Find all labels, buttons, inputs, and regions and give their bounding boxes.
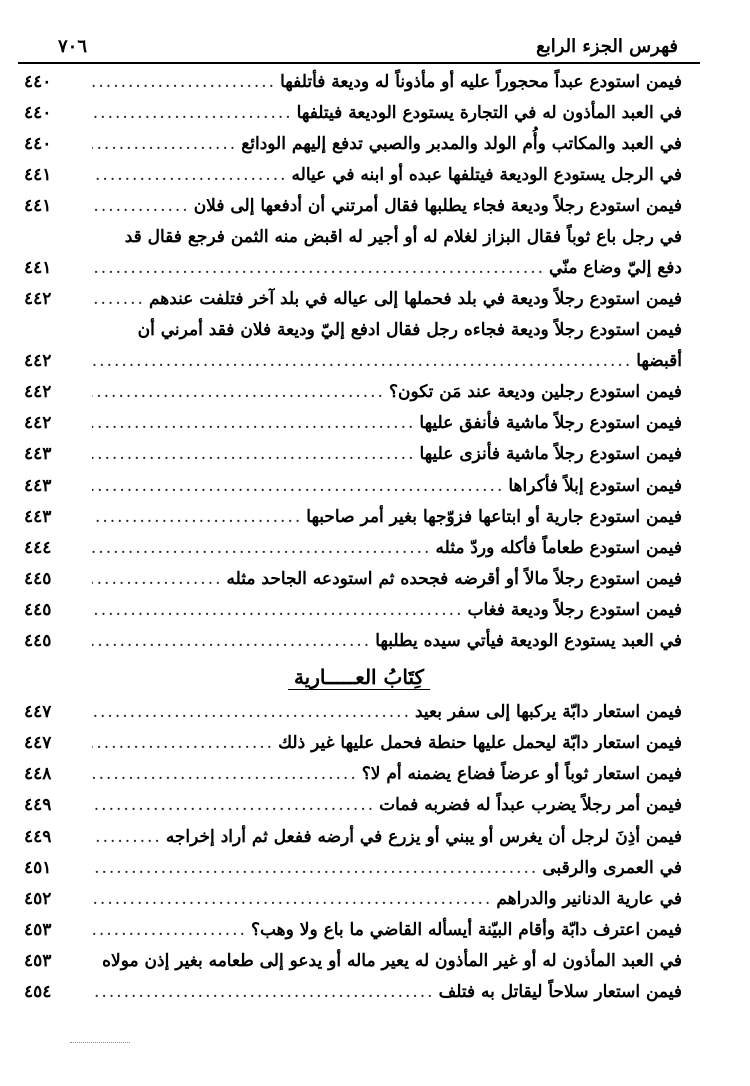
index-entry <box>18 346 700 377</box>
entry-text: فيمن استعار ثوباً أو عرضاً فضاع يضمنه أم لا؟ <box>361 764 682 785</box>
entry-page: ٤٥٤ <box>24 981 52 1002</box>
index-entry <box>18 821 700 852</box>
entry-page: ٤٤٢ <box>24 289 52 310</box>
leader-dots <box>92 982 435 1002</box>
entry-text: في رجل باع ثوباً فقال البزاز لغلام له أو أجير له اقبض منه الثمن فرجع فقال قد <box>124 226 682 247</box>
leader-dots <box>92 795 375 815</box>
leader-dots <box>92 600 464 620</box>
entry-page: ٤٤٢ <box>24 351 52 372</box>
entry-text: فيمن استودع طعاماً فأكله وردّ مثله <box>435 537 682 558</box>
entry-page: ٤٤٥ <box>24 599 52 620</box>
page-number: ٧٠٦ <box>58 36 88 57</box>
entry-text: فيمن استودع رجلاً وديعة فغاب <box>467 599 682 620</box>
page-header <box>18 30 700 64</box>
index-entry <box>18 883 700 914</box>
entry-page: ٤٤٤ <box>24 537 52 558</box>
leader-dots <box>92 858 538 878</box>
entry-page: ٤٤٩ <box>24 795 52 816</box>
entry-page: ٤٤٥ <box>24 631 52 652</box>
entry-text: دفع إليّ وضاع منّي <box>549 258 682 279</box>
leader-dots <box>92 889 492 909</box>
entry-page: ٤٤٩ <box>24 826 52 847</box>
entry-page: ٤٤٢ <box>24 382 52 403</box>
entry-page: ٤٤٠ <box>24 102 52 123</box>
entry-page: ٤٤٧ <box>24 733 52 754</box>
index-entry <box>18 790 700 821</box>
index-entry <box>18 439 700 470</box>
leader-dots <box>92 103 293 123</box>
leader-dots <box>92 134 237 154</box>
entry-text: في العبد والمكاتب وأُم الولد والمدبر والصبي تدفع إليهم الودائع <box>241 133 682 154</box>
entry-text: فيمن أمر رجلاً يضرب عبداً له فضربه فمات <box>379 795 682 816</box>
entry-text: فيمن استعار سلاحاً ليقاتل به فتلف <box>438 981 682 1002</box>
entry-text: في العمرى والرقبى <box>542 857 682 878</box>
entry-text: فيمن استودع رجلين وديعة عند مَن تكون؟ <box>388 382 682 403</box>
leader-dots <box>92 569 223 589</box>
index-entry <box>18 190 700 221</box>
index-entries <box>18 66 700 1008</box>
leader-dots <box>92 507 302 527</box>
entry-page: ٤٤١ <box>24 195 52 216</box>
entry-page: ٤٤١ <box>24 164 52 185</box>
index-entry <box>18 626 700 657</box>
leader-dots <box>92 196 190 216</box>
index-entry <box>18 728 700 759</box>
leader-dots <box>92 631 371 651</box>
entry-text: فيمن استودع رجلاً وديعة فجاءه رجل فقال ادفع إليّ وديعة فلان فقد أمرني أن <box>137 320 682 341</box>
entry-page: ٤٥٣ <box>24 919 52 940</box>
section-title <box>18 657 700 697</box>
index-entry <box>18 97 700 128</box>
leader-dots <box>92 165 288 185</box>
entry-page: ٤٥١ <box>24 857 52 878</box>
entry-text: فيمن استودع رجلاً مالاً أو أقرضه فجحده ثم استودعه الجاحد مثله <box>226 568 682 589</box>
entry-text: فيمن استودع جارية أو ابتاعها فزوّجها بغير أمر صاحبها <box>306 506 682 527</box>
index-entry <box>18 128 700 159</box>
index-entry <box>18 284 700 315</box>
leader-dots <box>92 920 247 940</box>
index-entry <box>18 945 700 976</box>
entry-page: ٤٤٣ <box>24 444 52 465</box>
index-entry <box>18 66 700 97</box>
leader-dots <box>92 538 431 558</box>
entry-text: فيمن استودع عبداً محجوراً عليه أو مأذوناً له وديعة فأتلفها <box>280 71 682 92</box>
index-entry <box>18 976 700 1007</box>
entry-page: ٤٤٣ <box>24 506 52 527</box>
entry-text: فيمن استودع رجلاً ماشية فأنزى عليها <box>419 444 682 465</box>
entry-text: أقبضها <box>636 351 682 372</box>
index-entry <box>18 252 700 283</box>
leader-dots <box>92 258 545 278</box>
entry-text: فيمن استودع رجلاً وديعة فجاء يطلبها فقال أمرتني أن أدفعها إلى فلان <box>193 195 682 216</box>
index-entry <box>18 159 700 190</box>
entry-text: فيمن استعار دابّة ليحمل عليها حنطة فحمل عليها غير ذلك <box>278 733 682 754</box>
leader-dots <box>92 444 416 464</box>
entry-text: فيمن استودع إبلاً فأكراها <box>508 475 682 496</box>
entry-page: ٤٤٥ <box>24 568 52 589</box>
entry-text: في العبد المأذون له أو غير المأذون له يعير ماله أو يدعو إلى طعامه بغير إذن مولاه <box>102 950 682 971</box>
entry-page: ٤٤١ <box>24 258 52 279</box>
entry-text: فيمن أذِنَ لرجل أن يغرس أو يبني أو يزرع في أرضه ففعل ثم أراد إخراجه <box>165 826 682 847</box>
leader-dots <box>92 702 411 722</box>
entry-page: ٤٤٨ <box>24 764 52 785</box>
leader-dots <box>92 382 385 402</box>
entry-page: ٤٤٠ <box>24 71 52 92</box>
leader-dots <box>92 72 276 92</box>
entry-text: فيمن استعار دابّة يركبها إلى سفر بعيد <box>415 702 682 723</box>
entry-text: فيمن اعترف دابّة وأقام البيّنة أيسأله القاضي ما باع ولا وهب؟ <box>250 919 682 940</box>
index-entry <box>18 697 700 728</box>
index-entry <box>18 563 700 594</box>
index-entry <box>18 914 700 945</box>
entry-text: في عارية الدنانير والدراهم <box>496 888 682 909</box>
index-entry <box>18 532 700 563</box>
leader-dots <box>92 289 145 309</box>
leader-dots <box>92 764 358 784</box>
leader-dots <box>92 827 162 847</box>
index-entry-line <box>18 221 700 252</box>
index-entry <box>18 594 700 625</box>
entry-text: في الرجل يستودع الوديعة فيتلفها عبده أو ابنه في عياله <box>291 164 682 185</box>
leader-dots <box>92 351 632 371</box>
index-entry <box>18 470 700 501</box>
index-entry <box>18 852 700 883</box>
entry-text: في العبد يستودع الوديعة فيأتي سيده يطلبها <box>375 631 682 652</box>
leader-dots <box>92 476 504 496</box>
entry-text: في العبد المأذون له في التجارة يستودع الوديعة فيتلفها <box>296 102 682 123</box>
entry-text: فيمن استودع رجلاً ماشية فأنفق عليها <box>419 413 682 434</box>
index-entry-line <box>18 315 700 346</box>
entry-page: ٤٤٠ <box>24 133 52 154</box>
index-entry <box>18 759 700 790</box>
index-page <box>18 30 700 1008</box>
entry-page: ٤٤٧ <box>24 702 52 723</box>
leader-dots <box>92 413 415 433</box>
section-title-text: كِتَابُ العـــــارية <box>288 665 430 690</box>
header-title: فهرس الجزء الرابع <box>536 36 678 57</box>
index-entry <box>18 377 700 408</box>
leader-dots <box>92 733 274 753</box>
entry-text: فيمن استودع رجلاً وديعة في بلد فحملها إلى عياله في بلد آخر فتلفت عندهم <box>148 289 682 310</box>
entry-page: ٤٤٢ <box>24 413 52 434</box>
index-entry <box>18 408 700 439</box>
entry-page: ٤٥٢ <box>24 888 52 909</box>
footer-rule <box>70 1042 130 1043</box>
entry-page: ٤٥٣ <box>24 950 52 971</box>
index-entry <box>18 501 700 532</box>
entry-page: ٤٤٣ <box>24 475 52 496</box>
